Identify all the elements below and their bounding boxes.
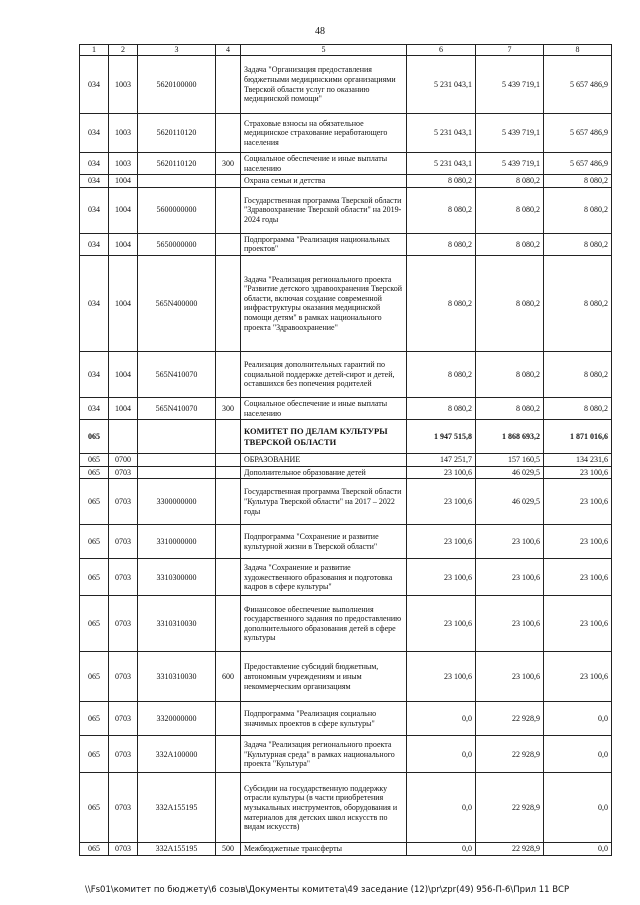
cell-target-article — [138, 420, 216, 454]
cell-name: Субсидии на государственную поддержку отрасли культуры (в части приобретения музыкальных инструментов, оборудования и материалов для детских школ искусств по видам искусств) — [241, 773, 407, 843]
cell-section: 0703 — [109, 596, 138, 652]
cell-amount-2022: 23 100,6 — [544, 466, 612, 479]
cell-name: Подпрограмма "Сохранение и развитие культурной жизни в Тверской области" — [241, 525, 407, 559]
cell-amount-2021: 5 439 719,1 — [476, 56, 544, 114]
cell-amount-2022: 5 657 486,9 — [544, 153, 612, 175]
cell-expense-type — [216, 525, 241, 559]
header-row — [80, 45, 612, 56]
cell-target-article: 332A155195 — [138, 773, 216, 843]
cell-amount-2021: 157 160,5 — [476, 454, 544, 467]
cell-amount-2021: 22 928,9 — [476, 736, 544, 773]
cell-expense-type — [216, 479, 241, 525]
cell-target-article: 565N400000 — [138, 255, 216, 351]
cell-section: 1004 — [109, 175, 138, 188]
cell-amount-2020: 0,0 — [407, 736, 476, 773]
cell-admin-code: 065 — [80, 736, 109, 773]
cell-name: Охрана семьи и детства — [241, 175, 407, 188]
table-row — [80, 525, 612, 559]
cell-section: 1004 — [109, 233, 138, 255]
cell-expense-type — [216, 187, 241, 233]
table-row — [80, 420, 612, 454]
cell-admin-code: 034 — [80, 114, 109, 153]
table-row — [80, 773, 612, 843]
cell-target-article: 5600000000 — [138, 187, 216, 233]
budget-table — [79, 44, 612, 856]
table-row — [80, 175, 612, 188]
cell-amount-2022: 0,0 — [544, 773, 612, 843]
cell-section: 1003 — [109, 153, 138, 175]
cell-section: 1003 — [109, 114, 138, 153]
cell-amount-2022: 0,0 — [544, 736, 612, 773]
cell-target-article: 5620110120 — [138, 153, 216, 175]
cell-name: Задача "Реализация регионального проекта "Развитие детского здравоохранения Тверской области, включая создание современной инфраструктуры оказания медицинской помощи детям" в рамках национального проекта "Здравоохранение" — [241, 255, 407, 351]
cell-target-article — [138, 466, 216, 479]
table-row — [80, 233, 612, 255]
cell-amount-2020: 8 080,2 — [407, 187, 476, 233]
cell-section: 1004 — [109, 397, 138, 419]
cell-amount-2022: 23 100,6 — [544, 652, 612, 702]
cell-target-article — [138, 175, 216, 188]
cell-amount-2022: 8 080,2 — [544, 233, 612, 255]
cell-expense-type: 600 — [216, 652, 241, 702]
cell-amount-2021: 22 928,9 — [476, 702, 544, 736]
cell-admin-code: 065 — [80, 466, 109, 479]
table-row — [80, 114, 612, 153]
cell-amount-2020: 8 080,2 — [407, 351, 476, 397]
cell-expense-type — [216, 773, 241, 843]
table-row — [80, 397, 612, 419]
header-cell: 5 — [241, 45, 407, 56]
cell-admin-code: 034 — [80, 56, 109, 114]
cell-name: Социальное обеспечение и иные выплаты населению — [241, 397, 407, 419]
cell-amount-2021: 8 080,2 — [476, 397, 544, 419]
table-row — [80, 479, 612, 525]
cell-name: Межбюджетные трансферты — [241, 843, 407, 856]
table-row — [80, 843, 612, 856]
cell-section — [109, 420, 138, 454]
cell-admin-code: 065 — [80, 525, 109, 559]
page-number: 48 — [315, 26, 325, 37]
cell-expense-type — [216, 114, 241, 153]
cell-section: 1003 — [109, 56, 138, 114]
cell-name: Задача "Реализация регионального проекта "Культурная среда" в рамках национального проекта "Культура" — [241, 736, 407, 773]
cell-amount-2020: 23 100,6 — [407, 652, 476, 702]
cell-admin-code: 065 — [80, 843, 109, 856]
cell-amount-2021: 46 029,5 — [476, 479, 544, 525]
cell-expense-type — [216, 596, 241, 652]
cell-name: Государственная программа Тверской области "Здравоохранение Тверской области" на 2019-2024 годы — [241, 187, 407, 233]
cell-amount-2021: 23 100,6 — [476, 652, 544, 702]
cell-amount-2022: 8 080,2 — [544, 351, 612, 397]
cell-amount-2021: 1 868 693,2 — [476, 420, 544, 454]
cell-amount-2021: 46 029,5 — [476, 466, 544, 479]
cell-amount-2021: 22 928,9 — [476, 843, 544, 856]
cell-admin-code: 065 — [80, 596, 109, 652]
cell-amount-2020: 8 080,2 — [407, 397, 476, 419]
cell-expense-type — [216, 559, 241, 596]
cell-expense-type: 300 — [216, 153, 241, 175]
cell-expense-type: 300 — [216, 397, 241, 419]
cell-name: Задача "Сохранение и развитие художественного образования и подготовка кадров в сфере культуры" — [241, 559, 407, 596]
table-row — [80, 454, 612, 467]
cell-section: 0700 — [109, 454, 138, 467]
cell-amount-2020: 5 231 043,1 — [407, 153, 476, 175]
cell-section: 0703 — [109, 559, 138, 596]
cell-amount-2020: 5 231 043,1 — [407, 114, 476, 153]
cell-target-article: 5620110120 — [138, 114, 216, 153]
header-cell: 6 — [407, 45, 476, 56]
cell-section: 1004 — [109, 255, 138, 351]
cell-admin-code: 034 — [80, 351, 109, 397]
cell-amount-2020: 0,0 — [407, 843, 476, 856]
cell-name: Подпрограмма "Реализация национальных проектов" — [241, 233, 407, 255]
cell-amount-2022: 8 080,2 — [544, 397, 612, 419]
cell-admin-code: 065 — [80, 559, 109, 596]
cell-amount-2020: 23 100,6 — [407, 596, 476, 652]
cell-admin-code: 034 — [80, 175, 109, 188]
cell-amount-2021: 23 100,6 — [476, 596, 544, 652]
cell-section: 0703 — [109, 466, 138, 479]
cell-target-article: 565N410070 — [138, 397, 216, 419]
table-row — [80, 255, 612, 351]
cell-admin-code: 065 — [80, 479, 109, 525]
cell-target-article: 332A155195 — [138, 843, 216, 856]
cell-amount-2020: 23 100,6 — [407, 559, 476, 596]
cell-amount-2021: 8 080,2 — [476, 255, 544, 351]
cell-target-article: 3310310030 — [138, 652, 216, 702]
cell-admin-code: 034 — [80, 255, 109, 351]
cell-expense-type — [216, 702, 241, 736]
table-row — [80, 56, 612, 114]
header-cell: 3 — [138, 45, 216, 56]
cell-target-article: 5620100000 — [138, 56, 216, 114]
cell-amount-2022: 5 657 486,9 — [544, 56, 612, 114]
cell-amount-2020: 23 100,6 — [407, 525, 476, 559]
cell-expense-type — [216, 56, 241, 114]
cell-expense-type — [216, 466, 241, 479]
table-row — [80, 559, 612, 596]
cell-admin-code: 034 — [80, 153, 109, 175]
cell-name: ОБРАЗОВАНИЕ — [241, 454, 407, 467]
table-row — [80, 596, 612, 652]
cell-expense-type — [216, 255, 241, 351]
cell-amount-2020: 1 947 515,8 — [407, 420, 476, 454]
header-cell: 1 — [80, 45, 109, 56]
cell-amount-2020: 5 231 043,1 — [407, 56, 476, 114]
cell-name: Социальное обеспечение и иные выплаты населению — [241, 153, 407, 175]
cell-section: 0703 — [109, 773, 138, 843]
cell-amount-2022: 0,0 — [544, 702, 612, 736]
cell-section: 0703 — [109, 843, 138, 856]
cell-amount-2020: 8 080,2 — [407, 233, 476, 255]
cell-expense-type — [216, 420, 241, 454]
cell-admin-code: 065 — [80, 420, 109, 454]
header-cell: 2 — [109, 45, 138, 56]
cell-expense-type — [216, 233, 241, 255]
table-row — [80, 153, 612, 175]
cell-section: 0703 — [109, 525, 138, 559]
cell-name: Подпрограмма "Реализация социально значимых проектов в сфере культуры" — [241, 702, 407, 736]
cell-admin-code: 034 — [80, 233, 109, 255]
cell-amount-2021: 5 439 719,1 — [476, 153, 544, 175]
cell-name: Предоставление субсидий бюджетным, автономным учреждениям и иным некоммерческим организациям — [241, 652, 407, 702]
cell-section: 0703 — [109, 479, 138, 525]
cell-expense-type — [216, 454, 241, 467]
cell-target-article: 565N410070 — [138, 351, 216, 397]
cell-admin-code: 034 — [80, 397, 109, 419]
cell-name: Задача "Организация предоставления бюджетными медицинскими организациями Тверской области услуг по оказанию медицинской помощи" — [241, 56, 407, 114]
cell-amount-2021: 5 439 719,1 — [476, 114, 544, 153]
cell-target-article: 3300000000 — [138, 479, 216, 525]
cell-name: КОМИТЕТ ПО ДЕЛАМ КУЛЬТУРЫ ТВЕРСКОЙ ОБЛАСТИ — [241, 420, 407, 454]
cell-target-article: 3320000000 — [138, 702, 216, 736]
cell-amount-2020: 23 100,6 — [407, 466, 476, 479]
cell-name: Государственная программа Тверской области "Культура Тверской области" на 2017 – 2022 годы — [241, 479, 407, 525]
cell-admin-code: 065 — [80, 702, 109, 736]
cell-amount-2021: 8 080,2 — [476, 187, 544, 233]
cell-amount-2020: 8 080,2 — [407, 175, 476, 188]
cell-target-article — [138, 454, 216, 467]
table-row — [80, 187, 612, 233]
cell-amount-2020: 23 100,6 — [407, 479, 476, 525]
cell-amount-2022: 0,0 — [544, 843, 612, 856]
cell-amount-2022: 23 100,6 — [544, 559, 612, 596]
cell-section: 1004 — [109, 187, 138, 233]
cell-target-article: 5650000000 — [138, 233, 216, 255]
cell-amount-2022: 23 100,6 — [544, 479, 612, 525]
cell-section: 1004 — [109, 351, 138, 397]
cell-amount-2022: 8 080,2 — [544, 187, 612, 233]
header-cell: 7 — [476, 45, 544, 56]
cell-section: 0703 — [109, 702, 138, 736]
cell-name: Финансовое обеспечение выполнения государственного задания по предоставлению дополнительного образования детей в сфере культуры — [241, 596, 407, 652]
cell-amount-2021: 8 080,2 — [476, 351, 544, 397]
file-path-footer: \\Fs01\комитет по бюджету\6 созыв\Документы комитета\49 заседание (12)\pr\zpr(49) 956-П-6\Прил 11 ВСР — [85, 885, 570, 895]
cell-amount-2020: 147 251,7 — [407, 454, 476, 467]
cell-amount-2022: 8 080,2 — [544, 175, 612, 188]
cell-expense-type — [216, 175, 241, 188]
cell-name: Страховые взносы на обязательное медицинское страхование неработающего населения — [241, 114, 407, 153]
cell-amount-2022: 8 080,2 — [544, 255, 612, 351]
cell-target-article: 332A100000 — [138, 736, 216, 773]
cell-amount-2021: 23 100,6 — [476, 559, 544, 596]
table-row — [80, 351, 612, 397]
table-row — [80, 652, 612, 702]
cell-amount-2022: 23 100,6 — [544, 596, 612, 652]
cell-expense-type: 500 — [216, 843, 241, 856]
cell-target-article: 3310000000 — [138, 525, 216, 559]
table-row — [80, 466, 612, 479]
cell-expense-type — [216, 736, 241, 773]
cell-admin-code: 065 — [80, 773, 109, 843]
cell-amount-2021: 22 928,9 — [476, 773, 544, 843]
cell-name: Реализация дополнительных гарантий по социальной поддержке детей-сирот и детей, оставшихся без попечения родителей — [241, 351, 407, 397]
cell-target-article: 3310310030 — [138, 596, 216, 652]
cell-expense-type — [216, 351, 241, 397]
cell-target-article: 3310300000 — [138, 559, 216, 596]
cell-amount-2020: 0,0 — [407, 773, 476, 843]
cell-amount-2020: 0,0 — [407, 702, 476, 736]
cell-amount-2020: 8 080,2 — [407, 255, 476, 351]
cell-admin-code: 034 — [80, 187, 109, 233]
cell-amount-2022: 5 657 486,9 — [544, 114, 612, 153]
cell-amount-2021: 23 100,6 — [476, 525, 544, 559]
table-row — [80, 702, 612, 736]
cell-amount-2021: 8 080,2 — [476, 175, 544, 188]
header-cell: 8 — [544, 45, 612, 56]
cell-section: 0703 — [109, 736, 138, 773]
header-cell: 4 — [216, 45, 241, 56]
table-row — [80, 736, 612, 773]
cell-admin-code: 065 — [80, 454, 109, 467]
cell-name: Дополнительное образование детей — [241, 466, 407, 479]
cell-amount-2022: 1 871 016,6 — [544, 420, 612, 454]
cell-amount-2021: 8 080,2 — [476, 233, 544, 255]
cell-section: 0703 — [109, 652, 138, 702]
cell-amount-2022: 134 231,6 — [544, 454, 612, 467]
cell-amount-2022: 23 100,6 — [544, 525, 612, 559]
cell-admin-code: 065 — [80, 652, 109, 702]
